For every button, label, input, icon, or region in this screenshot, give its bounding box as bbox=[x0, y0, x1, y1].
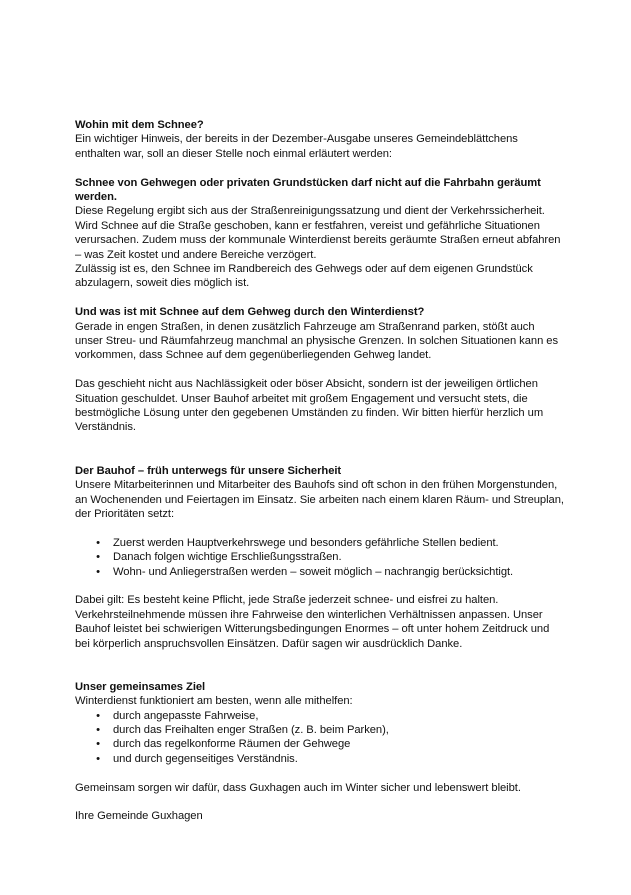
section-heading: Schnee von Gehwegen oder privaten Grundstücken darf nicht auf die Fahrbahn geräumt werden. bbox=[75, 176, 541, 204]
list-item bbox=[75, 752, 565, 766]
bullet-icon: • bbox=[96, 709, 100, 722]
paragraph: Zulässig ist es, den Schnee im Randbereich des Gehwegs oder auf dem eigenen Grundstück abzulagern, soweit dies möglich ist. bbox=[75, 263, 533, 290]
priority-list bbox=[75, 536, 565, 579]
list-item bbox=[75, 550, 565, 564]
list-item-text: Danach folgen wichtige Erschließungsstraßen. bbox=[113, 551, 342, 564]
section-heading: Und was ist mit Schnee auf dem Gehweg durch den Winterdienst? bbox=[75, 306, 425, 319]
document-page bbox=[75, 118, 565, 824]
signature: Ihre Gemeinde Guxhagen bbox=[75, 810, 203, 823]
paragraph: Dabei gilt: Es besteht keine Pflicht, jede Straße jederzeit schnee- und eisfrei zu halten. Verkehrsteilnehmende müssen ihre Fahrweise den winterlichen Verhältnissen anpassen. Unser Bauhof leistet bei schwierigen Witterungsbedingungen Enormes – oft unter hohem Zeitdruck und bei körperlich anspruchsvollen Einsätzen. Dafür sagen wir ausdrücklich Danke. bbox=[75, 594, 550, 650]
bullet-icon: • bbox=[96, 551, 100, 564]
list-item bbox=[75, 565, 565, 579]
section-bauhof bbox=[75, 464, 565, 651]
paragraph: Ein wichtiger Hinweis, der bereits in der Dezember-Ausgabe unseres Gemeindeblättchens enthalten war, soll an dieser Stelle noch einmal erläutert werden: bbox=[75, 133, 518, 160]
section-schnee-durch-winterdienst bbox=[75, 305, 565, 435]
help-list bbox=[75, 709, 565, 767]
list-item-text: durch das Freihalten enger Straßen (z. B. beim Parken), bbox=[113, 723, 389, 736]
paragraph: Diese Regelung ergibt sich aus der Straßenreinigungssatzung und dient der Verkehrssicherheit. Wird Schnee auf die Straße geschoben, kann er festfahren, vereist und gefährliche Situationen verursachen. Zudem muss der kommunale Winterdienst bereits geräumte Straßen erneut abfahren – was Zeit kostet und andere Bereiche verzögert. bbox=[75, 205, 561, 261]
bullet-icon: • bbox=[96, 536, 100, 549]
list-item-text: Wohn- und Anliegerstraßen werden – soweit möglich – nachrangig berücksichtigt. bbox=[113, 565, 514, 578]
paragraph: Das geschieht nicht aus Nachlässigkeit oder böser Absicht, sondern ist der jeweiligen örtlichen Situation geschuldet. Unser Bauhof arbeitet mit großem Engagement und versucht stets, die bestmögliche Lösung unter den gegebenen Umständen zu finden. Wir bitten hierfür herzlich um Verständnis. bbox=[75, 378, 544, 434]
closing-paragraph: Gemeinsam sorgen wir dafür, dass Guxhagen auch im Winter sicher und lebenswert bleibt. bbox=[75, 781, 521, 794]
bullet-icon: • bbox=[96, 565, 100, 578]
section-heading: Unser gemeinsames Ziel bbox=[75, 680, 206, 693]
list-item-text: und durch gegenseitiges Verständnis. bbox=[113, 752, 298, 765]
list-item-text: durch das regelkonforme Räumen der Gehwege bbox=[113, 738, 351, 751]
section-gemeinsames-ziel bbox=[75, 680, 565, 824]
bullet-icon: • bbox=[96, 752, 100, 765]
bullet-icon: • bbox=[96, 738, 100, 751]
section-heading: Der Bauhof – früh unterwegs für unsere Sicherheit bbox=[75, 464, 342, 477]
paragraph: Gerade in engen Straßen, in denen zusätzlich Fahrzeuge am Straßenrand parken, stößt auch unser Streu- und Räumfahrzeug manchmal an physische Grenzen. In solchen Situationen kann es vorkommen, dass Schnee auf dem gegenüberliegenden Gehweg landet. bbox=[75, 320, 559, 362]
section-heading: Wohin mit dem Schnee? bbox=[75, 119, 204, 131]
list-item-text: Zuerst werden Hauptverkehrswege und besonders gefährliche Stellen bedient. bbox=[113, 536, 499, 549]
list-item bbox=[75, 709, 565, 723]
bullet-icon: • bbox=[96, 723, 100, 736]
list-item bbox=[75, 723, 565, 737]
section-wohin-mit-dem-schnee bbox=[75, 118, 565, 161]
list-item bbox=[75, 536, 565, 550]
list-item-text: durch angepasste Fahrweise, bbox=[113, 709, 259, 722]
paragraph: Winterdienst funktioniert am besten, wenn alle mithelfen: bbox=[75, 695, 353, 708]
paragraph: Unsere Mitarbeiterinnen und Mitarbeiter des Bauhofs sind oft schon in den frühen Morgenstunden, an Wochenenden und Feiertagen im Einsatz. Sie arbeiten nach einem klaren Räum- und Streuplan, der Prioritäten setzt: bbox=[75, 479, 564, 520]
list-item bbox=[75, 737, 565, 751]
section-schnee-nicht-auf-fahrbahn bbox=[75, 176, 565, 291]
